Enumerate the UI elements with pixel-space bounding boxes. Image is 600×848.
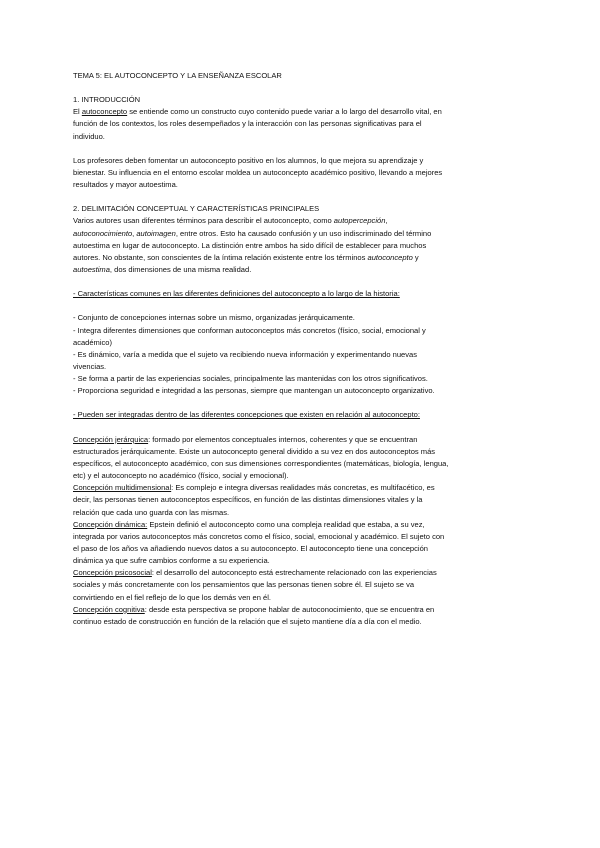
intro-paragraph-1 (73, 106, 528, 142)
intro-text: resultados y mayor autoestima. (73, 180, 178, 190)
concepcion-text: decir, las personas tienen autoconceptos específicos, en función de las distintas dimensiones vitales y la (73, 495, 423, 505)
concepciones-heading: - Pueden ser integradas dentro de las diferentes concepciones que existen en relación al autoconcepto: (73, 410, 420, 420)
delim-text: autoestima en lugar de autoconcepto. La distinción entre ambos ha sido difícil de establecer para muchos (73, 240, 427, 250)
concepcion-text: relación que cada uno guarda con las mismas. (73, 507, 230, 517)
delim-text: autores. No obstante, son conscientes de la íntima relación existente entre los términos (73, 252, 368, 262)
concepcion-text: : el desarrollo del autoconcepto está estrechamente relacionado con las experiencias (151, 568, 437, 578)
intro-text: Los profesores deben fomentar un autoconcepto positivo en los alumnos, lo que mejora su aprendizaje y (73, 155, 424, 165)
concepcion-text: : formado por elementos conceptuales internos, coherentes y que se encuentran (148, 434, 418, 444)
list-item: - Se forma a partir de las experiencias sociales, principalmente las mantenidas con los otros significativos. (73, 374, 428, 384)
concepcion-text: : desde esta perspectiva se propone hablar de autoconocimiento, que se encuentra en (144, 604, 435, 614)
autoconcepto-underlined: autoconcepto (81, 107, 128, 117)
concepcion-label: Concepción dinámica: (73, 519, 148, 529)
delim-text: y (412, 252, 419, 262)
delim-text: Varios autores usan diferentes términos para describir el autoconcepto, como (73, 216, 334, 226)
intro-heading: 1. INTRODUCCIÓN (73, 95, 141, 105)
concepcion-text: dinámica ya que sufre cambios conforme a su experiencia. (73, 556, 270, 566)
concepcion-text: estructurados jerárquicamente. Existe un autoconcepto general dividido a su vez en dos autoconceptos más (73, 446, 436, 456)
term-italic: autopercepción (333, 216, 386, 226)
concepcion-text: continuo estado de construcción en función de la relación que el sujeto mantiene día a día con el medio. (73, 616, 422, 626)
concepcion-cognitiva (73, 604, 528, 628)
comunes-heading: - Características comunes en las diferentes definiciones del autoconcepto a lo largo de la historia: (73, 289, 400, 299)
concepcion-text: convirtiendo en el fiel reflejo de lo que los demás ven en él. (73, 592, 272, 602)
term-italic: autoconcepto (367, 252, 413, 262)
list-item: - Es dinámico, varía a medida que el sujeto va recibiendo nueva información y experimentando nuevas (73, 349, 417, 359)
intro-text: función de los contextos, los roles desempeñados y la interacción con las personas significativas para el (73, 119, 422, 129)
intro-paragraph-2 (73, 155, 528, 191)
delim-text: , entre otros. Esto ha causado confusión y un uso indiscriminado del término (175, 228, 432, 238)
list-item: - Conjunto de concepciones internas sobre un mismo, organizadas jerárquicamente. (73, 313, 355, 323)
concepcion-label: Concepción cognitiva (73, 604, 145, 614)
term-italic: autoimagen (136, 228, 176, 238)
concepcion-psicosocial (73, 567, 528, 603)
comunes-list (73, 312, 528, 397)
concepcion-label: Concepción psicosocial (73, 568, 152, 578)
concepcion-dinamica (73, 519, 528, 568)
concepcion-multidimensional (73, 482, 528, 518)
delim-text: , (385, 216, 388, 226)
intro-text: bienestar. Su influencia en el entorno escolar moldea un autoconcepto académico positivo, llevando a mejores (73, 167, 443, 177)
concepcion-jerarquica (73, 434, 528, 483)
intro-text: se entiende como un constructo cuyo contenido puede variar a lo largo del desarrollo vital, en (127, 107, 442, 117)
term-italic: autoconocimiento (73, 228, 133, 238)
concepcion-label: Concepción jerárquica (73, 434, 149, 444)
concepcion-text: el paso de los años va añadiendo nuevos datos a su autoconcepto. El autoconcepto tiene una concepción (73, 544, 428, 553)
concepcion-text: : Es complejo e integra diversas realidades más concretas, es multifacético, es (171, 483, 435, 493)
list-item: - Proporciona seguridad e integridad a las personas, siempre que mantengan un autoconcepto organizativo. (73, 386, 435, 396)
concepcion-label: Concepción multidimensional (73, 483, 172, 493)
document-title: TEMA 5: EL AUTOCONCEPTO Y LA ENSEÑANZA ESCOLAR (73, 71, 282, 80)
concepcion-text: Epstein definió el autoconcepto como una compleja realidad que estaba, a su vez, (147, 519, 425, 529)
intro-text: individuo. (73, 131, 105, 141)
concepcion-text: específicos, el autoconcepto académico, con sus dimensiones correspondientes (matemáticas, biología, lengua, (73, 458, 449, 468)
list-item: académico) (73, 337, 113, 347)
delimitacion-paragraph (73, 215, 528, 276)
concepcion-text: etc) y el autoconcepto no académico (físico, social y emocional). (73, 471, 289, 481)
delim-text: , (132, 228, 137, 238)
list-item: - Integra diferentes dimensiones que conforman autoconceptos más concretos (físico, social, emocional y (73, 325, 426, 335)
intro-text: El (73, 107, 82, 117)
delimitacion-heading: 2. DELIMITACIÓN CONCEPTUAL Y CARACTERÍSTICAS PRINCIPALES (73, 204, 320, 214)
concepcion-text: integrada por varios autoconceptos más concretos como el físico, social, emocional y académico. El sujeto con (73, 531, 445, 541)
document-page (73, 70, 528, 628)
concepcion-text: sociales y más concretamente con los pensamientos que las personas tienen sobre él. El sujeto se va (73, 580, 415, 590)
term-italic: autoestima (73, 265, 110, 275)
list-item: vivencias. (73, 361, 107, 371)
delim-text: , dos dimensiones de una misma realidad. (109, 265, 252, 275)
